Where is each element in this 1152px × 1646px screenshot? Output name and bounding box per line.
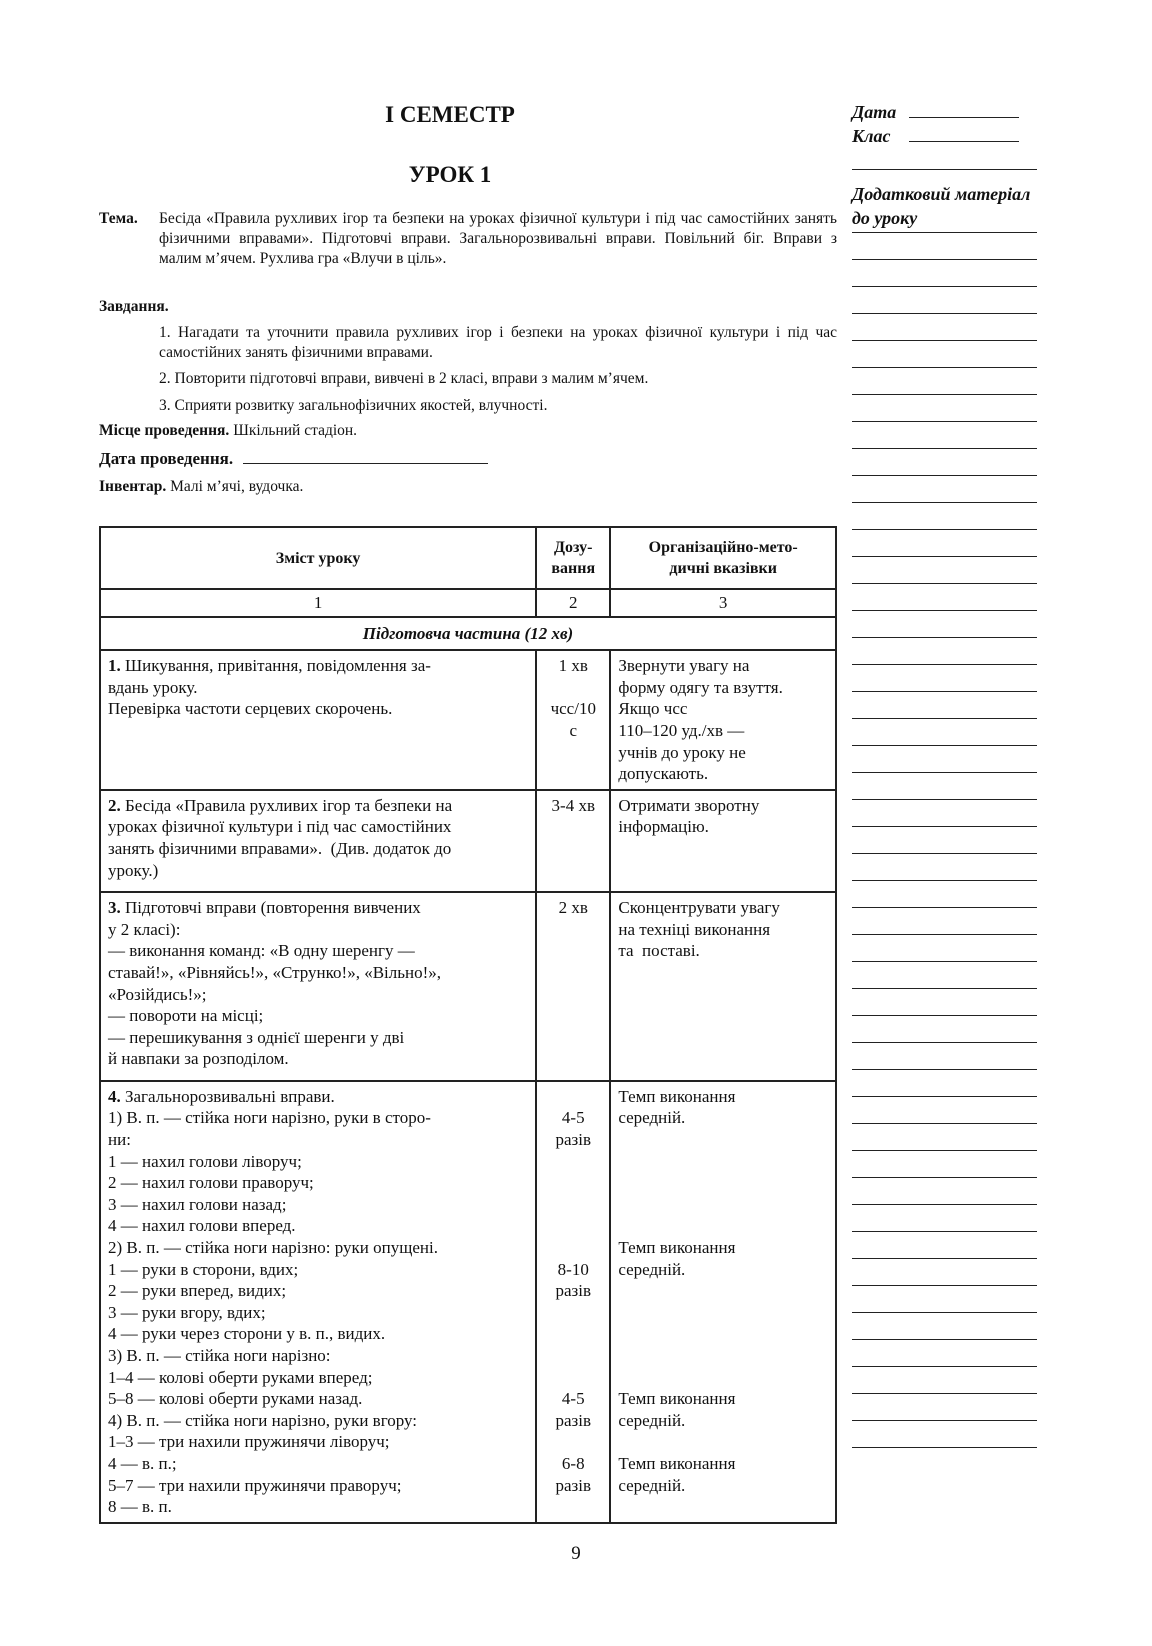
sidebar-note-line [852, 1393, 1037, 1394]
place-label: Місце проведення. [99, 422, 230, 439]
table-row [100, 1081, 836, 1523]
sidebar-date-label: Дата [852, 102, 897, 122]
sidebar-date-line [909, 117, 1019, 118]
sidebar-note-line [852, 394, 1037, 395]
lesson-title: УРОК 1 [408, 162, 492, 187]
sidebar-note-line [852, 799, 1037, 800]
sidebar-note-line [852, 1123, 1037, 1124]
col-number-2: 2 [536, 589, 610, 617]
header-content: Зміст уроку [100, 527, 536, 589]
sidebar-rule [852, 169, 1037, 170]
sidebar-note-line [852, 1312, 1037, 1313]
topic-label: Тема. [99, 210, 138, 227]
sidebar-note-line [852, 988, 1037, 989]
inventory-label: Інвентар. [99, 478, 167, 495]
date-label: Дата проведення. [99, 449, 234, 468]
task-2: 2. Повторити підготовчі вправи, вивчені в 2 класі, вправи з малим м’ячем. [159, 370, 649, 387]
row-number: 1. [108, 656, 121, 676]
row-content [100, 1081, 536, 1523]
sidebar-note-line [852, 1285, 1037, 1286]
row-dose: 4-5 разів 8-10 разів 4-5 разів 6-8 разів [536, 1081, 610, 1523]
row-number: 2. [108, 795, 121, 815]
sidebar-extra-material: Додатковий матеріал до уроку [852, 184, 1031, 228]
sidebar-note-line [852, 340, 1037, 341]
sidebar-note-line [852, 475, 1037, 476]
row-content [100, 892, 536, 1081]
sidebar-note-line [852, 1447, 1037, 1448]
sidebar-class-line [909, 141, 1019, 142]
sidebar-note-line [852, 1015, 1037, 1016]
table-row [100, 790, 836, 892]
row-number: 3. [108, 898, 121, 918]
sidebar-note-line [852, 961, 1037, 962]
sidebar-note-line [852, 502, 1037, 503]
row-content-text: Підготовчі вправи (повторення вивчених у 2 класі): — виконання команд: «В одну шеренгу — ставай!», «Рівняйсь!», «Струнко!», «Вільно!», «Розійдись!»; — повороти на місці; — перешикування з однієї шеренги у дві й навпаки за розподілом. [108, 898, 442, 1069]
sidebar-note-line [852, 853, 1037, 854]
page-number: 9 [571, 1543, 581, 1564]
sidebar-note-line [852, 232, 1037, 233]
sidebar-date [852, 102, 1037, 123]
sidebar-note-line [852, 718, 1037, 719]
row-notes: Звернути увагу на форму одягу та взуття. Якщо чсс 110–120 уд./хв — учнів до уроку не допускають. [610, 650, 836, 790]
sidebar-note-line [852, 1069, 1037, 1070]
column-number-row [100, 589, 836, 617]
sidebar-note-line [852, 745, 1037, 746]
row-content [100, 650, 536, 790]
sidebar-note-line [852, 880, 1037, 881]
sidebar-note-line [852, 1231, 1037, 1232]
topic-block [99, 209, 837, 269]
sidebar-note-line [852, 934, 1037, 935]
inventory-line [99, 477, 303, 497]
date-field-line [243, 463, 488, 464]
sidebar-note-line [852, 367, 1037, 368]
date-line [99, 449, 488, 469]
sidebar-note-line [852, 421, 1037, 422]
sidebar-note-line [852, 1420, 1037, 1421]
sidebar-class-label: Клас [852, 126, 891, 146]
row-content-text: Шикування, привітання, повідомлення за- вдань уроку. Перевірка частоти серцевих скорочень. [108, 656, 431, 719]
inventory-text: Малі м’ячі, вудочка. [170, 478, 304, 495]
header-dose: Дозу- вання [536, 527, 610, 589]
col-number-1: 1 [100, 589, 536, 617]
section-row [100, 617, 836, 651]
sidebar-note-line [852, 1204, 1037, 1205]
lesson-table [99, 526, 837, 1524]
table-row [100, 650, 836, 790]
row-dose: 3-4 хв [536, 790, 610, 892]
sidebar-note-line [852, 1042, 1037, 1043]
sidebar-note-line [852, 259, 1037, 260]
sidebar-note-line [852, 313, 1037, 314]
sidebar-note-line [852, 1339, 1037, 1340]
row-content-text: Бесіда «Правила рухливих ігор та безпеки на уроках фізичної культури і під час самостійних занять фізичними вправами». (Див. додаток до уроку.) [108, 795, 453, 880]
sidebar-note-line [852, 1150, 1037, 1151]
sidebar-note-line [852, 529, 1037, 530]
sidebar-note-line [852, 691, 1037, 692]
row-notes: Сконцентрувати увагу на техніці виконання та поставі. [610, 892, 836, 1081]
table-row [100, 892, 836, 1081]
sidebar-note-line [852, 1177, 1037, 1178]
sidebar-note-line [852, 772, 1037, 773]
sidebar-note-line [852, 583, 1037, 584]
tasks-label: Завдання. [99, 298, 169, 315]
sidebar-note-line [852, 610, 1037, 611]
row-notes: Темп виконання середній. Темп виконання середній. Темп виконання середній. Темп виконання середній. [610, 1081, 836, 1523]
row-dose: 1 хв чсс/10 с [536, 650, 610, 790]
sidebar-class [852, 126, 1037, 147]
sidebar-note-line [852, 556, 1037, 557]
sidebar-note-line [852, 448, 1037, 449]
semester-title: І СЕМЕСТР [385, 102, 515, 127]
sidebar-note-line [852, 907, 1037, 908]
sidebar-note-line [852, 1366, 1037, 1367]
topic-text: Бесіда «Правила рухливих ігор та безпеки на уроках фізичної культури і під час самостійних занять фізичними вправами». Підготовчі вправи. Загальнорозвивальні вправи. Повільний біг. Вправи з малим м’ячем. Рухлива гра «Влучи в ціль». [159, 210, 837, 267]
row-notes: Отримати зворотну інформацію. [610, 790, 836, 892]
sidebar-note-line [852, 1096, 1037, 1097]
header-notes: Організаційно-мето- дичні вказівки [610, 527, 836, 589]
row-dose: 2 хв [536, 892, 610, 1081]
sidebar-note-line [852, 637, 1037, 638]
row-content-text: Загальнорозвивальні вправи. 1) В. п. — стійка ноги нарізно, руки в сторо- ни: 1 — нахил голови ліворуч; 2 — нахил голови праворуч; 3 — нахил голови назад; 4 — нахил голови вперед. 2) В. п. — стійка ноги нарізно: руки опущені. 1 — руки в сторони, вдих; 2 — руки вперед, видих; 3 — руки вгору, вдих; 4 — руки через сторони у в. п., видих. 3) В. п. — стійка ноги нарізно: 1–4 — колові оберти руками вперед; 5–8 — колові оберти руками назад. 4) В. п. — стійка ноги нарізно, руки вгору: 1–3 — три нахили пружинячи ліворуч; 4 — в. п.; 5–7 — три нахили пружинячи праворуч; 8 — в. п. [108, 1086, 438, 1517]
row-content [100, 790, 536, 892]
place-text: Шкільний стадіон. [233, 422, 358, 439]
place-line [99, 421, 357, 441]
section-title: Підготовча частина (12 хв) [100, 617, 836, 651]
sidebar-note-line [852, 286, 1037, 287]
task-3: 3. Сприяти розвитку загальнофізичних якостей, влучності. [159, 397, 548, 414]
sidebar-note-line [852, 826, 1037, 827]
task-1: 1. Нагадати та уточнити правила рухливих ігор і безпеки на уроках фізичної культури і під час самостійних занять фізичними вправами. [159, 324, 837, 361]
sidebar-note-line [852, 1258, 1037, 1259]
sidebar-note-line [852, 664, 1037, 665]
row-number: 4. [108, 1086, 121, 1106]
table-header-row [100, 527, 836, 589]
col-number-3: 3 [610, 589, 836, 617]
